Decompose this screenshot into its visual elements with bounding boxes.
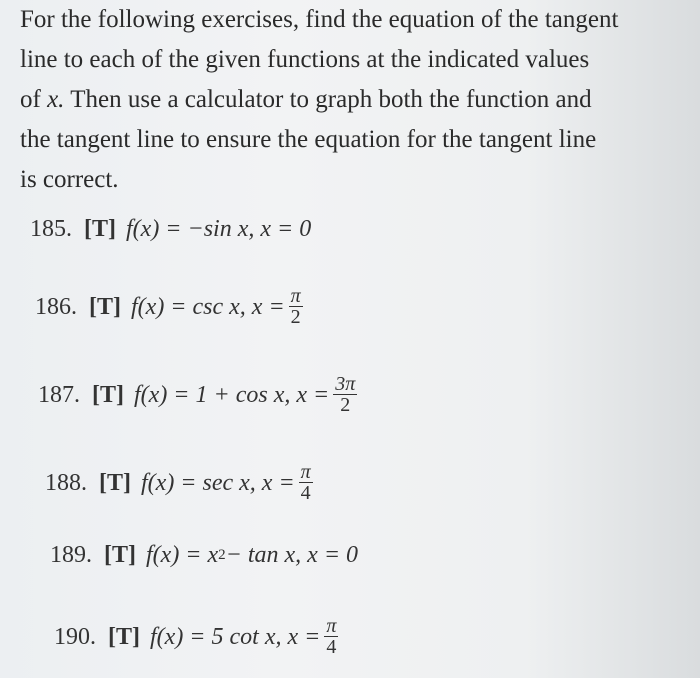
exercise-186 [35,286,303,327]
function-expression-base: f(x) = x [146,542,219,568]
intro-line-5: is correct. [20,166,119,193]
technology-tag: [T] [92,381,124,408]
fraction [289,286,303,327]
exercise-number: 190. [54,623,96,650]
intro-line-3: of x. Then use a calculator to graph both the function and [20,86,592,113]
fraction-numerator: π [290,285,301,307]
fraction-denominator: 2 [290,306,301,328]
function-expression: f(x) = sec x, [141,469,256,496]
exercise-187 [38,374,357,415]
evaluation-point-lhs: x = [296,381,330,408]
fraction-numerator: π [300,461,311,483]
technology-tag: [T] [108,623,140,650]
intro-line-1: For the following exercises, find the equation of the tangent [20,6,619,33]
instructions-paragraph [20,0,680,200]
function-expression: f(x) = −sin x, [126,216,255,242]
technology-tag: [T] [104,542,136,568]
evaluation-point-lhs: x = [251,293,285,320]
exercise-number: 186. [35,293,77,320]
fraction-denominator: 4 [326,636,337,658]
fraction [333,374,357,415]
exercise-188 [45,462,313,503]
exercise-number: 189. [50,542,92,568]
fraction-denominator: 2 [340,394,351,416]
evaluation-point: x = 0 [260,216,312,242]
fraction [324,616,338,657]
exponent: 2 [218,547,226,563]
function-expression: f(x) = 5 cot x, [150,623,282,650]
evaluation-point-lhs: x = [287,623,321,650]
exercise-185 [30,214,311,244]
exercise-number: 187. [38,381,80,408]
exercise-number: 185. [30,216,72,242]
technology-tag: [T] [99,469,131,496]
evaluation-point: x = 0 [307,542,359,568]
function-expression: f(x) = 1 + cos x, [134,381,291,408]
technology-tag: [T] [84,216,116,242]
exercise-number: 188. [45,469,87,496]
exercise-189 [50,540,358,570]
exercise-190 [54,616,338,657]
fraction-numerator: 3π [335,373,356,395]
technology-tag: [T] [89,293,121,320]
function-expression: f(x) = csc x, [131,293,246,320]
intro-line-4: the tangent line to ensure the equation for the tangent line [20,126,597,153]
evaluation-point-lhs: x = [261,469,295,496]
fraction [299,462,313,503]
function-expression-rest: − tan x, [225,542,302,568]
fraction-denominator: 4 [300,482,311,504]
intro-line-2: line to each of the given functions at the indicated values [20,46,590,73]
fraction-numerator: π [326,615,337,637]
